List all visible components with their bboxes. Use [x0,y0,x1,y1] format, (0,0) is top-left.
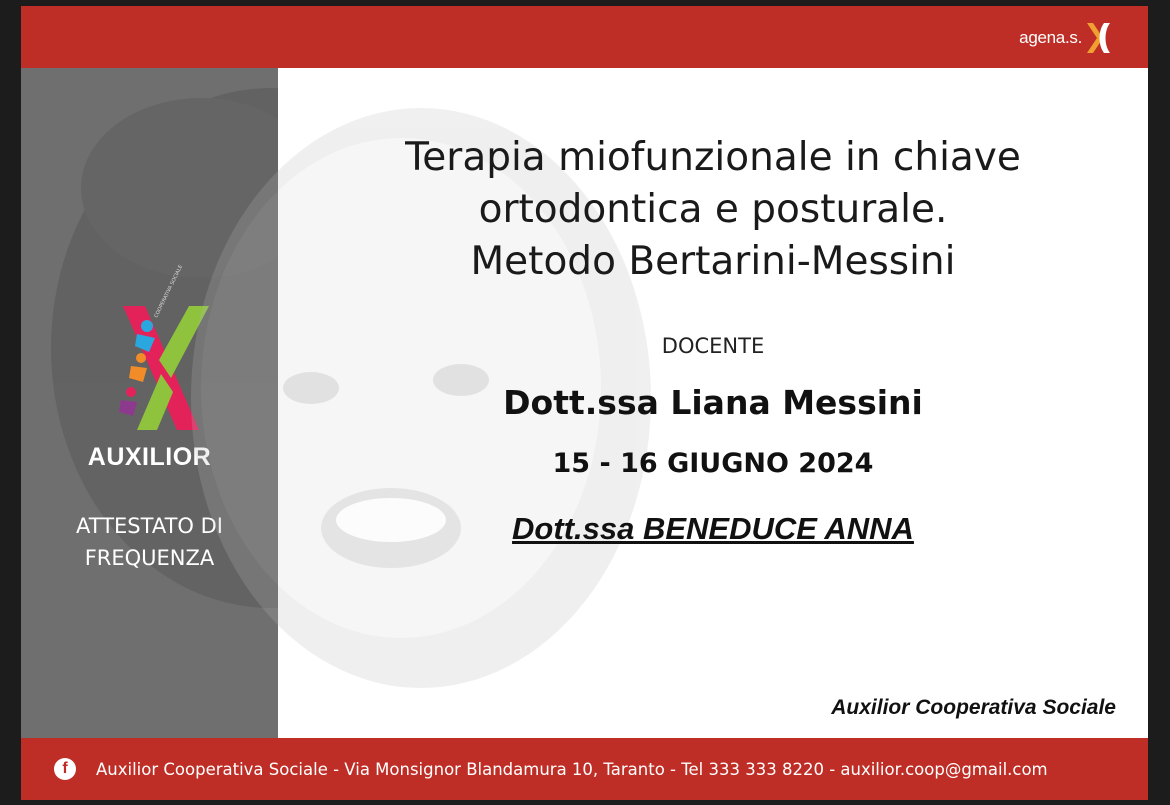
organization-signature: Auxilior Cooperativa Sociale [831,696,1116,719]
course-title [298,132,1128,288]
course-dates: 15 - 16 GIUGNO 2024 [552,448,874,479]
footer-contact-text: Auxilior Cooperativa Sociale - Via Monsignor Blandamura 10, Taranto - Tel 333 333 8220 - auxilior.coop@gmail.com [96,759,1048,779]
docente-name: Dott.ssa Liana Messini [503,383,923,422]
main-panel [278,68,1148,738]
course-title-line-2: ortodontica e posturale. [478,187,948,232]
auxilior-logo-text: AUXILIOR [87,443,212,471]
course-title-line-3: Metodo Bertarini-Messini [470,239,956,284]
footer-bar [21,738,1148,800]
recipient-name: Dott.ssa BENEDUCE ANNA [512,511,914,546]
course-title-line-1: Terapia miofunzionale in chiave [405,135,1021,180]
logo-small-text: COOPERATIVA SOCIALE [153,264,185,319]
certificate-line-2: FREQUENZA [84,546,215,570]
certificate-card [21,6,1148,800]
agenas-logo-text: agena.s. [1019,28,1082,47]
agenas-mark-icon [1084,21,1114,55]
header-bar [21,6,1148,68]
docente-label: DOCENTE [661,334,765,358]
certificate-line-1: ATTESTATO DI [76,514,223,538]
agenas-logo [1019,20,1114,56]
facebook-icon[interactable]: f [54,758,76,780]
